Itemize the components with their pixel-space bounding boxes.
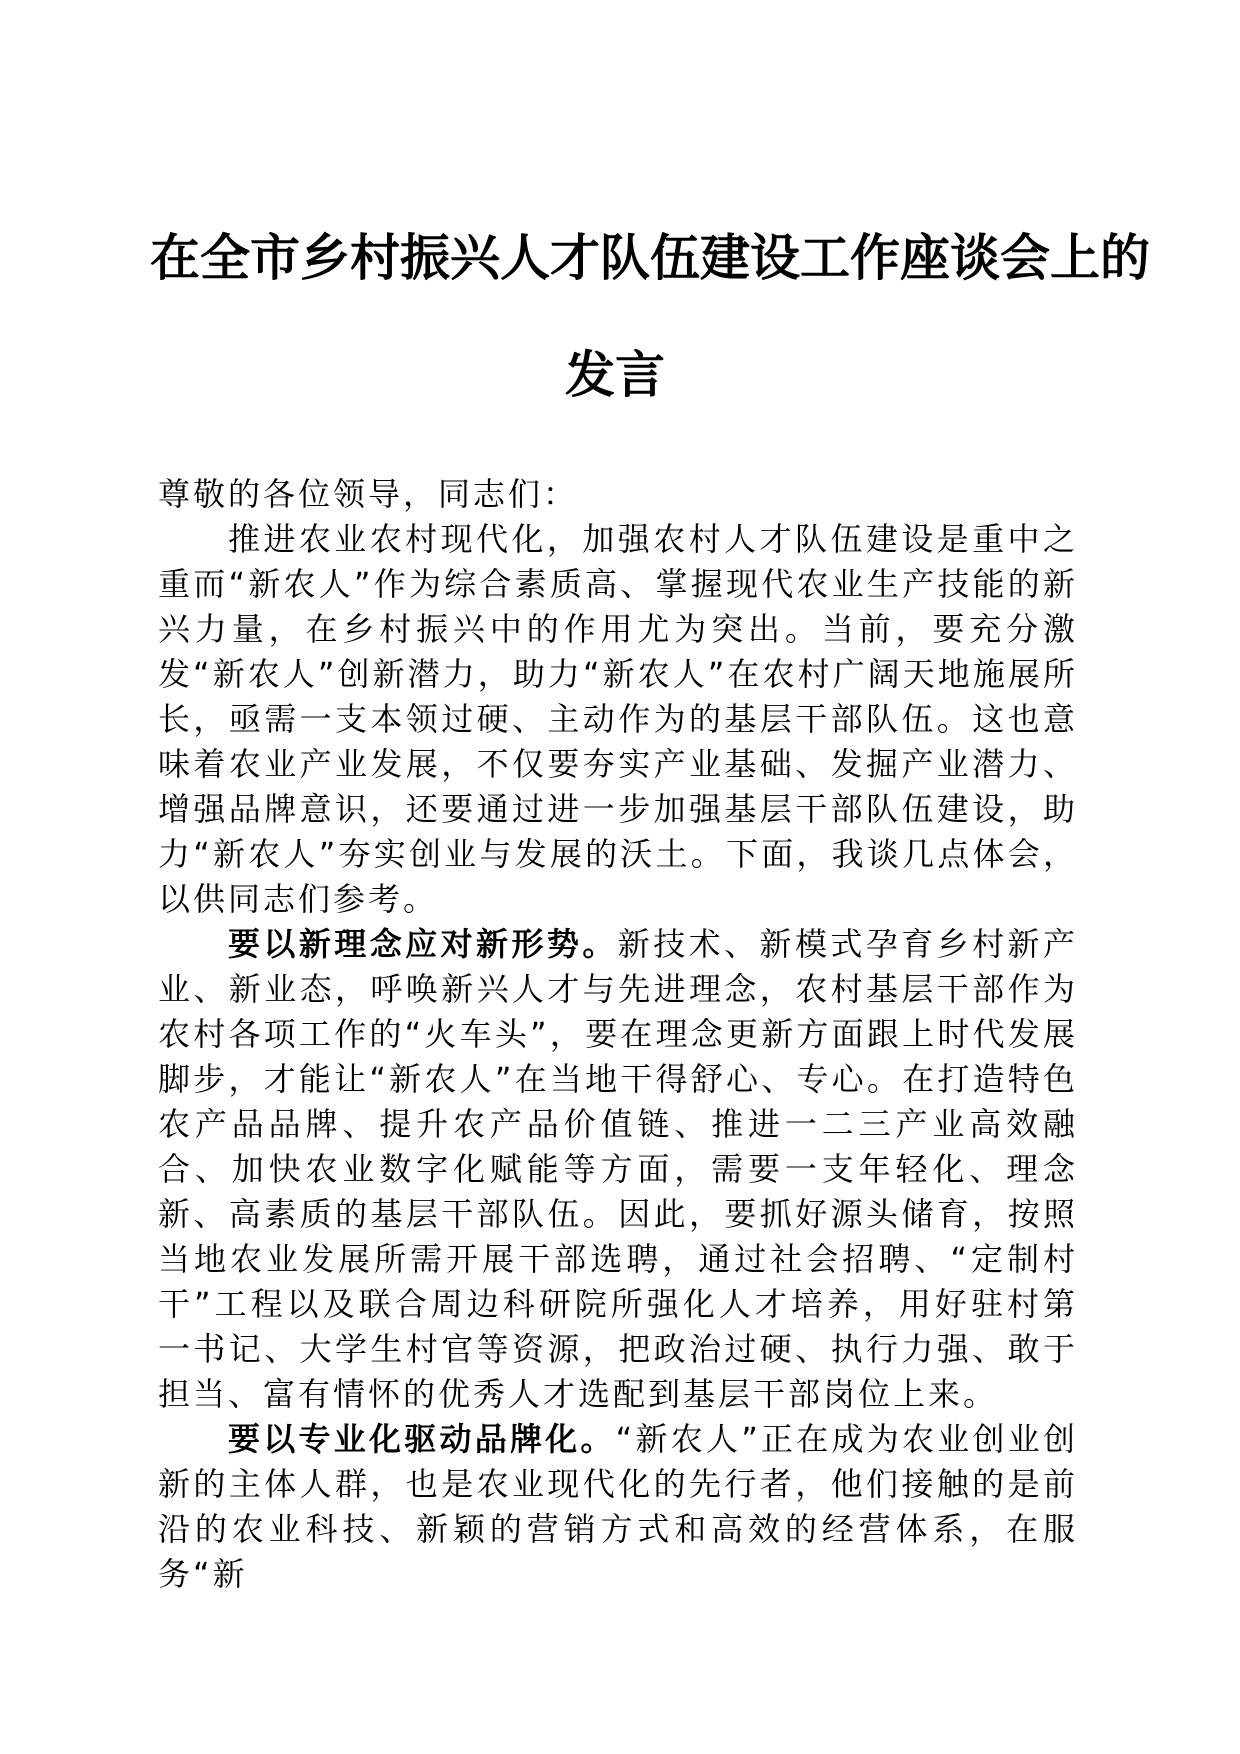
document-body bbox=[158, 472, 1078, 1597]
paragraph-text: “新农人”正在成为农业创业创新的主体人群，也是农业现代化的先行者，他们接触的是前沿的农业科技、新颖的营销方式和高效的经营体系，在服务“新 bbox=[158, 1420, 1078, 1593]
paragraph-intro bbox=[158, 517, 1078, 922]
paragraph-new-concepts bbox=[158, 922, 1078, 1417]
document-title-line-1: 在全市乡村振兴人才队伍建设工作座谈会上的 bbox=[150, 228, 1150, 287]
paragraph-text: 新技术、新模式孕育乡村新产业、新业态，呼唤新兴人才与先进理念，农村基层干部作为农村各项工作的“火车头”，要在理念更新方面跟上时代发展脚步，才能让“新农人”在当地干得舒心、专心。在打造特色农产品品牌、提升农产品价值链、推进一二三产业高效融合、加快农业数字化赋能等方面，需要一支年轻化、理念新、高素质的基层干部队伍。因此，要抓好源头储育，按照当地农业发展所需开展干部选聘，通过社会招聘、“定制村干”工程以及联合周边科研院所强化人才培养，用好驻村第一书记、大学生村官等资源，把政治过硬、执行力强、敢于担当、富有情怀的优秀人才选配到基层干部岗位上来。 bbox=[158, 925, 1078, 1413]
salutation: 尊敬的各位领导，同志们： bbox=[158, 475, 579, 513]
paragraph-lead-heading: 要以专业化驱动品牌化。 bbox=[228, 1420, 616, 1458]
paragraph-lead-heading: 要以新理念应对新形势。 bbox=[228, 925, 618, 963]
paragraph-text: 推进农业农村现代化，加强农村人才队伍建设是重中之重而“新农人”作为综合素质高、掌握现代农业生产技能的新兴力量，在乡村振兴中的作用尤为突出。当前，要充分激发“新农人”创新潜力，助力“新农人”在农村广阔天地施展所长，亟需一支本领过硬、主动作为的基层干部队伍。这也意味着农业产业发展，不仅要夯实产业基础、发掘产业潜力、增强品牌意识，还要通过进一步加强基层干部队伍建设，助力“新农人”夯实创业与发展的沃土。下面，我谈几点体会，以供同志们参考。 bbox=[158, 520, 1078, 918]
paragraph-specialization bbox=[158, 1417, 1078, 1597]
document-title-line-2: 发言 bbox=[565, 345, 665, 404]
